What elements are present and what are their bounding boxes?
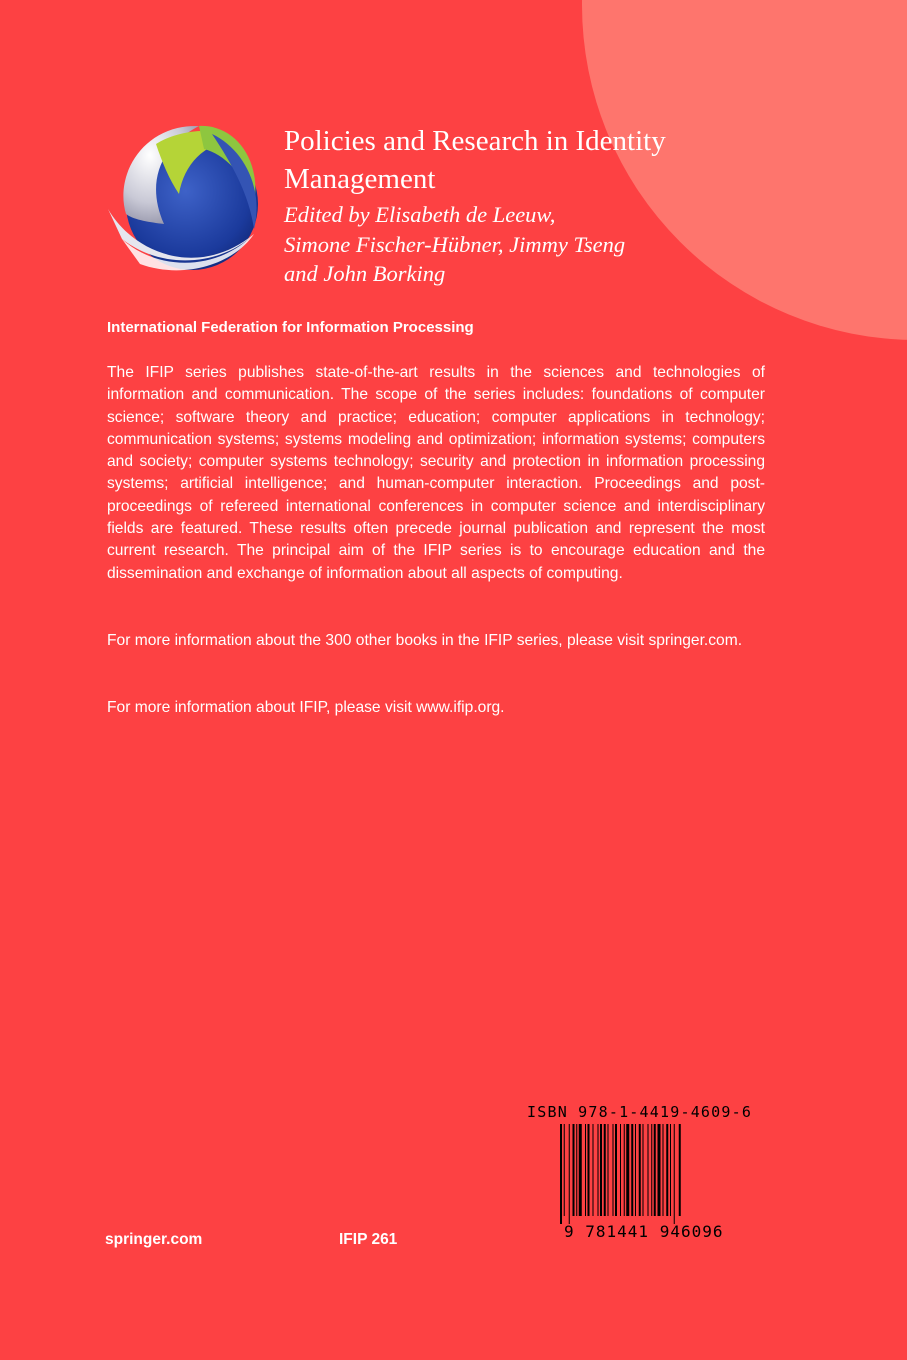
editors-line: Simone Fischer-Hübner, Jimmy Tseng [284,231,626,257]
series-heading: International Federation for Information Processing [107,319,474,336]
publisher-url: springer.com [105,1231,203,1248]
series-description: The IFIP series publishes state-of-the-art results in the sciences and technologies of information and communication. The scope of the series includes: foundations of computer science; software theory and practice; education; computer applications in technology; communication systems; systems modeling and optimization; information systems; computers and society; computer systems technology; security and protection in information processing systems; artificial intelligence; and human-computer interaction. Proceedings and post-proceedings of refereed international conferences in computer science and interdisciplinary fields are featured. These results often precede journal publication and represent the most current research. The principal aim of the IFIP series is to encourage education and the dissemination and exchange of information about all aspects of computing. [107,364,765,582]
series-number: IFIP 261 [339,1231,398,1248]
barcode-digits: 9 781441 946096 [564,1222,724,1241]
ifip-info: For more information about IFIP, please visit www.ifip.org. [107,699,505,716]
ifip-globe-logo-icon [104,104,266,278]
editors-line: and John Borking [284,261,446,286]
book-title: Policies and Research in Identity Management [284,125,666,195]
editors-credit [284,200,804,289]
more-books-info: For more information about the 300 other books in the IFIP series, please visit springer.com. [107,632,743,649]
barcode-icon [560,1124,728,1224]
isbn-label: ISBN 978-1-4419-4609-6 [527,1103,753,1121]
editors-line: Edited by Elisabeth de Leeuw, [284,202,556,227]
